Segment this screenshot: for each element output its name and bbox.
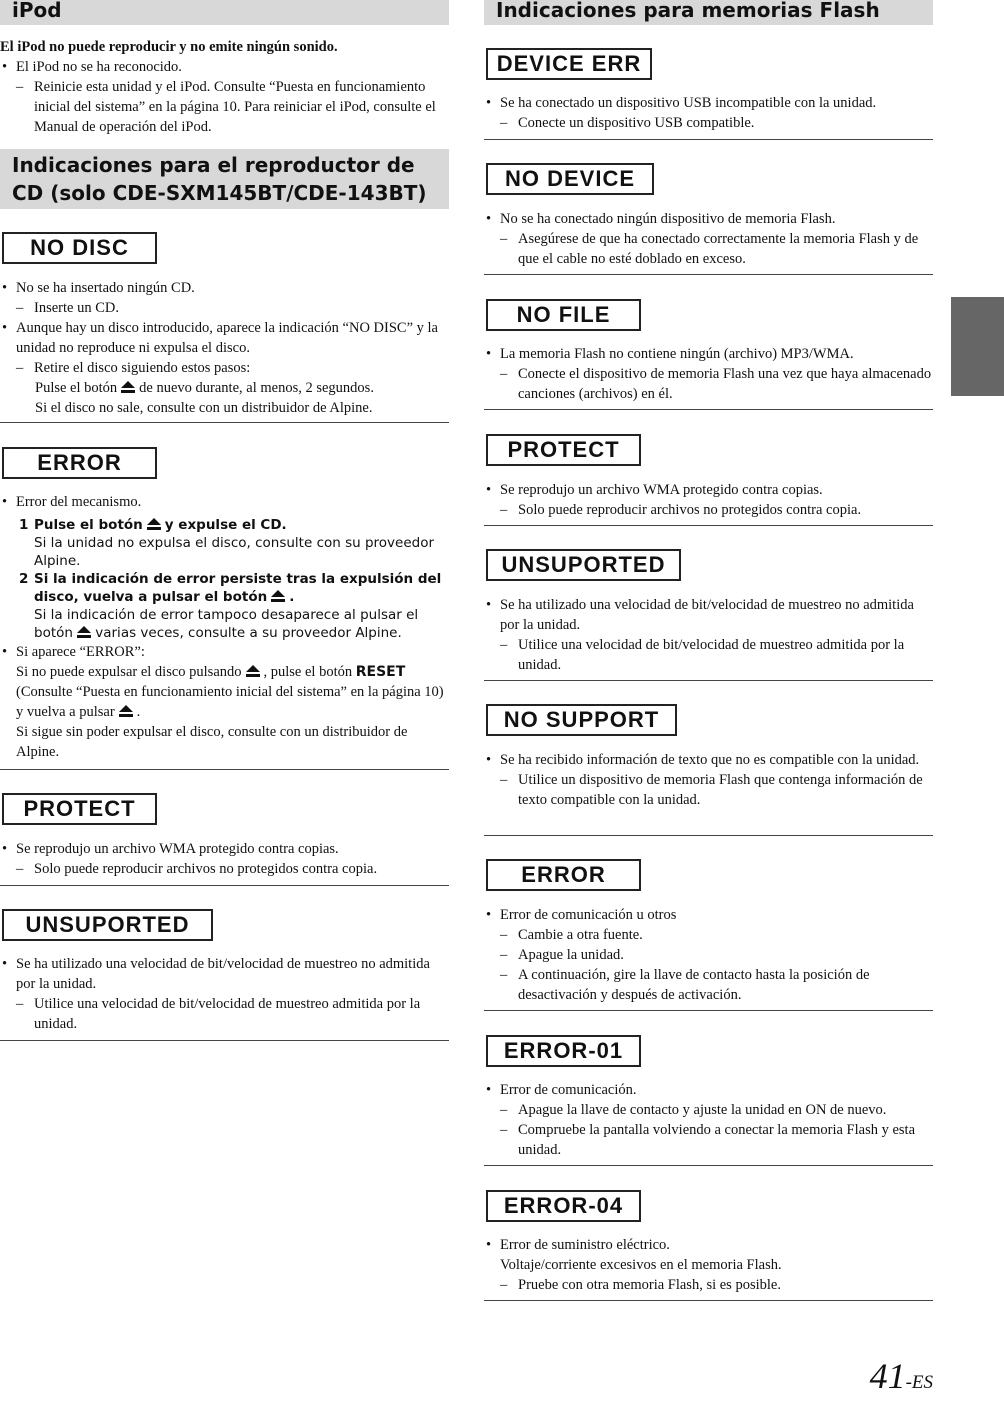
- text: • Error de suministro eléctrico.: [500, 1237, 670, 1253]
- step-title: [34, 516, 449, 534]
- nosup-block: [484, 750, 933, 810]
- text: varias veces, consulte a su proveedor Alpine.: [95, 625, 402, 641]
- text: [16, 662, 449, 682]
- divider: [484, 274, 933, 275]
- list-item: – Utilice una velocidad de bit/velocidad de muestreo admitida por la unidad.: [484, 635, 933, 675]
- unsup-block: [0, 954, 449, 1034]
- list-item: – Retire el disco siguiendo estos pasos:: [0, 358, 449, 378]
- divider: [0, 422, 449, 423]
- divider: [0, 769, 449, 770]
- list-item: • Se ha utilizado una velocidad de bit/velocidad de muestreo no admitida por la unidad.: [484, 595, 933, 635]
- display-error: ERROR: [2, 447, 157, 479]
- divider: [484, 1165, 933, 1166]
- list-item: – Solo puede reproducir archivos no protegidos contra copia.: [484, 500, 933, 520]
- divider: [484, 1300, 933, 1301]
- list-item: • La memoria Flash no contiene ningún (archivo) MP3/WMA.: [484, 344, 933, 364]
- text: de nuevo durante, al menos, 2 segundos.: [139, 380, 374, 396]
- step-text: Si la unidad no expulsa el disco, consulte con su proveedor Alpine.: [34, 535, 435, 569]
- list-item: • Se ha recibido información de texto que no es compatible con la unidad.: [484, 750, 933, 770]
- unsup-block: [484, 595, 933, 675]
- list-item: – Compruebe la pantalla volviendo a conectar la memoria Flash y esta unidad.: [484, 1120, 933, 1160]
- display-error-04: ERROR-04: [486, 1190, 641, 1222]
- list-item: • Se ha utilizado una velocidad de bit/velocidad de muestreo no admitida por la unidad.: [0, 954, 449, 994]
- display-protect: PROTECT: [486, 434, 641, 466]
- divider: [484, 525, 933, 526]
- nofile-block: [484, 344, 933, 404]
- list-item: – Apague la llave de contacto y ajuste la unidad en ON de nuevo.: [484, 1100, 933, 1120]
- list-item: [0, 378, 449, 398]
- list-item: – Pruebe con otra memoria Flash, si es posible.: [484, 1275, 933, 1295]
- list-item: • Error del mecanismo.: [0, 492, 449, 512]
- page-number-value: 41: [869, 1356, 906, 1396]
- text: , pulse el botón: [263, 664, 353, 680]
- display-error: ERROR: [486, 859, 641, 891]
- list-item: – Solo puede reproducir archivos no protegidos contra copia.: [0, 859, 449, 879]
- page-number-suffix: -ES: [905, 1372, 933, 1393]
- nodev-block: [484, 209, 933, 269]
- eject-icon: [246, 665, 260, 677]
- list-item: – Conecte el dispositivo de memoria Flash una vez que haya almacenado canciones (archivos) en él.: [484, 364, 933, 404]
- display-nodisc: NO DISC: [2, 232, 157, 264]
- step-text: [34, 606, 449, 642]
- eject-icon: [119, 705, 133, 717]
- eject-icon: [147, 518, 161, 530]
- err01-block: [484, 1080, 933, 1160]
- display-unsuported: UNSUPORTED: [2, 909, 213, 941]
- divider: [484, 139, 933, 140]
- list-item: • Error de comunicación u otros: [484, 905, 933, 925]
- error-block: [484, 905, 933, 1005]
- text: (Consulte “Puesta en funcionamiento inicial del sistema” en la página 10) y vuelva a pulsar: [16, 684, 444, 720]
- error-block: [0, 492, 449, 762]
- divider: [484, 1010, 933, 1011]
- display-unsuported: UNSUPORTED: [486, 549, 681, 581]
- nodisc-block: [0, 278, 449, 418]
- divider: [484, 409, 933, 410]
- ipod-block: [0, 37, 449, 137]
- list-item: • Aunque hay un disco introducido, aparece la indicación “NO DISC” y la unidad no reproduce ni expulsa el disco.: [0, 318, 449, 358]
- step-2: [0, 570, 449, 642]
- list-item: • Se reprodujo un archivo WMA protegido contra copias.: [484, 480, 933, 500]
- divider: [484, 680, 933, 681]
- display-error-01: ERROR-01: [486, 1035, 641, 1067]
- step-title: [34, 570, 449, 606]
- step-number: 2: [19, 571, 29, 587]
- text: Si no puede expulsar el disco pulsando: [16, 664, 242, 680]
- eject-icon: [121, 381, 135, 393]
- err04-block: [484, 1235, 933, 1295]
- list-item: • No se ha conectado ningún dispositivo de memoria Flash.: [484, 209, 933, 229]
- list-item: Si el disco no sale, consulte con un distribuidor de Alpine.: [35, 400, 373, 416]
- text: .: [289, 589, 295, 605]
- list-item: • El iPod no se ha reconocido.: [0, 57, 449, 77]
- page-number: [870, 1356, 933, 1403]
- list-item: – Reinicie esta unidad y el iPod. Consulte “Puesta en funcionamiento inicial del sistema” en la página 10. Para reiniciar el iPod, consulte el Manual de operación del iPod.: [0, 77, 449, 137]
- eject-icon: [77, 626, 91, 638]
- display-device-err: DEVICE ERR: [486, 48, 652, 80]
- list-item: • No se ha insertado ningún CD.: [0, 278, 449, 298]
- list-item: • Error de comunicación.: [484, 1080, 933, 1100]
- divider: [0, 885, 449, 886]
- list-item: – Cambie a otra fuente.: [484, 925, 933, 945]
- section-title-ipod: iPod: [0, 0, 449, 25]
- text: [16, 682, 449, 722]
- step-1: [0, 516, 449, 570]
- divider: [484, 835, 933, 836]
- text: .: [136, 704, 141, 720]
- display-no-support: NO SUPPORT: [486, 704, 677, 736]
- divider: [0, 1040, 449, 1041]
- ipod-problem: El iPod no puede reproducir y no emite ningún sonido.: [0, 39, 338, 55]
- list-item: [484, 1235, 933, 1275]
- text: Voltaje/corriente excesivos en el memoria Flash.: [500, 1257, 782, 1273]
- list-item: – A continuación, gire la llave de contacto hasta la posición de desactivación y después de activación.: [484, 965, 933, 1005]
- display-protect: PROTECT: [2, 793, 157, 825]
- display-no-file: NO FILE: [486, 299, 641, 331]
- eject-icon: [271, 590, 285, 602]
- text: Pulse el botón: [34, 517, 143, 533]
- list-item: – Inserte un CD.: [0, 298, 449, 318]
- reset-label: RESET: [355, 664, 406, 680]
- display-no-device: NO DEVICE: [486, 163, 654, 195]
- text: Si la indicación de error tampoco desaparece al pulsar el botón: [34, 607, 419, 641]
- protect-block: [484, 480, 933, 520]
- text: Si la indicación de error persiste tras la expulsión del disco, vuelva a pulsar el botón: [34, 571, 442, 605]
- list-item: – Apague la unidad.: [484, 945, 933, 965]
- text: y expulse el CD.: [164, 517, 287, 533]
- text: • Si aparece “ERROR”:: [16, 644, 145, 660]
- list-item: – Utilice un dispositivo de memoria Flash que contenga información de texto compatible con la unidad.: [484, 770, 933, 810]
- section-title-cd: Indicaciones para el reproductor de CD (solo CDE-SXM145BT/CDE-143BT): [0, 149, 449, 209]
- section-title-flash: Indicaciones para memorias Flash: [484, 0, 933, 25]
- protect-block: [0, 839, 449, 879]
- text: Si sigue sin poder expulsar el disco, consulte con un distribuidor de Alpine.: [16, 724, 408, 760]
- list-item: [0, 642, 449, 762]
- text: Pulse el botón: [35, 380, 118, 396]
- list-item: – Asegúrese de que ha conectado correctamente la memoria Flash y de que el cable no esté doblado en exceso.: [484, 229, 933, 269]
- list-item: – Utilice una velocidad de bit/velocidad de muestreo admitida por la unidad.: [0, 994, 449, 1034]
- list-item: • Se reprodujo un archivo WMA protegido contra copias.: [0, 839, 449, 859]
- section-tab-marker: [951, 297, 1004, 396]
- list-item: – Conecte un dispositivo USB compatible.: [484, 113, 933, 133]
- list-item: • Se ha conectado un dispositivo USB incompatible con la unidad.: [484, 93, 933, 113]
- deverr-block: [484, 93, 933, 133]
- step-number: 1: [19, 517, 29, 533]
